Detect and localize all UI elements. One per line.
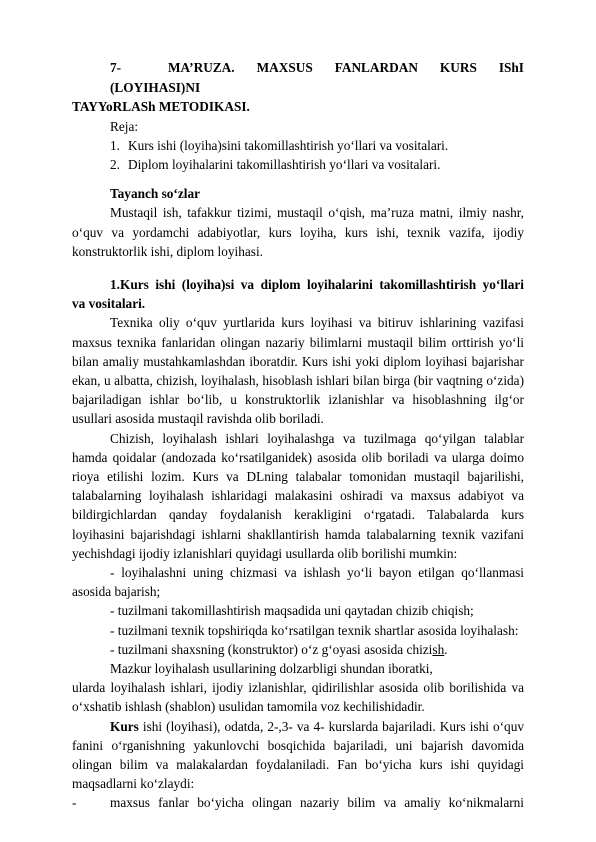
section1-heading: 1.Kurs ishi (loyiha)si va diplom loyihalarini takomillashtirish yo‘llari [110, 276, 524, 292]
plan-label: Reja: [110, 118, 139, 134]
lecture-title-line2: TAYYoRLASh METODIKASI. [72, 99, 250, 114]
plan-item: 1. Kurs ishi (loyiha)sini takomillashtirish yo‘llari va vositalari. [110, 137, 449, 153]
document-body [72, 58, 524, 813]
paragraph-1: Texnika oliy o‘quv yurtlarida kurs loyihasi va bitiruv ishlarining vazifasi maxsus texnika fanlaridan olingan nazariy bilimlarni mustaqil bilim orttirish yo‘li bilan amaliy mustahkamlashdan iboratdir. Kurs ishi yoki diplom loyihasi bajarishar ekan, u albatta, chizish, loyihalash, hisoblash ishlari bilan birga (bir vaqtning o‘zida) bajariladigan ishlar bo‘lib, u konstruktorlik izlanishlar va hisoblashning ilg‘or usullari asosida mustaqil ravishda olib boriladi. [72, 315, 524, 427]
lecture-number: 7- [110, 60, 122, 75]
keywords-text: Mustaqil ish, tafakkur tizimi, mustaqil o‘qish, ma’ruza matni, ilmiy nashr, o‘quv va yordamchi adabiyotlar, kurs loyiha, kurs ishi, texnik vazifa, ijodiy konstruktorlik ishi, diplom loyihasi. [72, 205, 524, 259]
dash-item-2: - tuzilmani takomillashtirish maqsadida uni qaytadan chizib chiqish; [110, 603, 474, 619]
dash-item-last: - maxsus fanlar bo‘yicha olingan nazariy bilim va amaliy ko‘nikmalarni [72, 795, 524, 811]
lecture-title-line1: MA’RUZA. MAXSUS FANLARDAN KURS IShI (LOYIHASI)NI [110, 60, 524, 95]
plan-item: 2. Diplom loyihalarini takomillashtirish yo‘llari va vositalari. [110, 156, 441, 172]
dash-item-3: - tuzilmani texnik topshiriqda ko‘rsatilgan texnik shartlar asosida loyihalash: [110, 622, 519, 638]
plan [72, 117, 524, 175]
paragraph-2: Chizish, loyihalash ishlari loyihalashga va tuzilmaga qo‘yilgan talablar hamda qoidalar (andozada ko‘rsatilganidek) asosida olib boriladi va ularga doimo rioya etilishi lozim. Kurs va DLning talabalar tomonidan mustaqil bajarilishi, talabalarning loyihalash ishlaridagi malakasini oshiradi va maxsus adabiyot va bildirgichlardan qanday foydalanish kerakligini o‘rgatadi. Talabalarda kurs loyihasini bajarishdagi ishlarni shakllantirish hamda talabalarning texnik vazifani yechishdagi ijodiy izlanishlari quyidagi usullarda olib borilishi mumkin: [72, 430, 524, 561]
section1-heading-line2: va vositalari. [72, 296, 146, 312]
paragraph-4: Kurs ishi (loyihasi), odatda, 2-,3- va 4- kurslarda bajariladi. Kurs ishi o‘quv fanini o‘rganishning yakunlovchi bosqichida bajariladi, uni bajarish davomida olingan bilim va malakalardan foydalaniladi. Fan bo‘yicha kurs ishi quyidagi maqsadlarni ko‘zlaydi: [72, 718, 524, 792]
paragraph-3: ularda loyihalash ishlari, ijodiy izlanishlar, qidirilishlar asosida olib borilishida va o‘xshatib ishlash (shablon) usulidan tamomila voz kechilishidadir. [72, 680, 524, 715]
dash-item-4: - tuzilmani shaxsning (konstruktor) o‘z g‘oyasi asosida chizish. [110, 641, 448, 657]
paragraph-3-first-line: Mazkur loyihalash usullarining dolzarbligi shundan iboratki, [110, 660, 433, 676]
dash-item-1: - loyihalashni uning chizmasi va ishlash yo‘li bayon etilgan qo‘llanmasi asosida bajarish; [72, 564, 524, 600]
lecture-title [72, 58, 524, 97]
keywords-heading: Tayanch so‘zlar [110, 186, 201, 202]
